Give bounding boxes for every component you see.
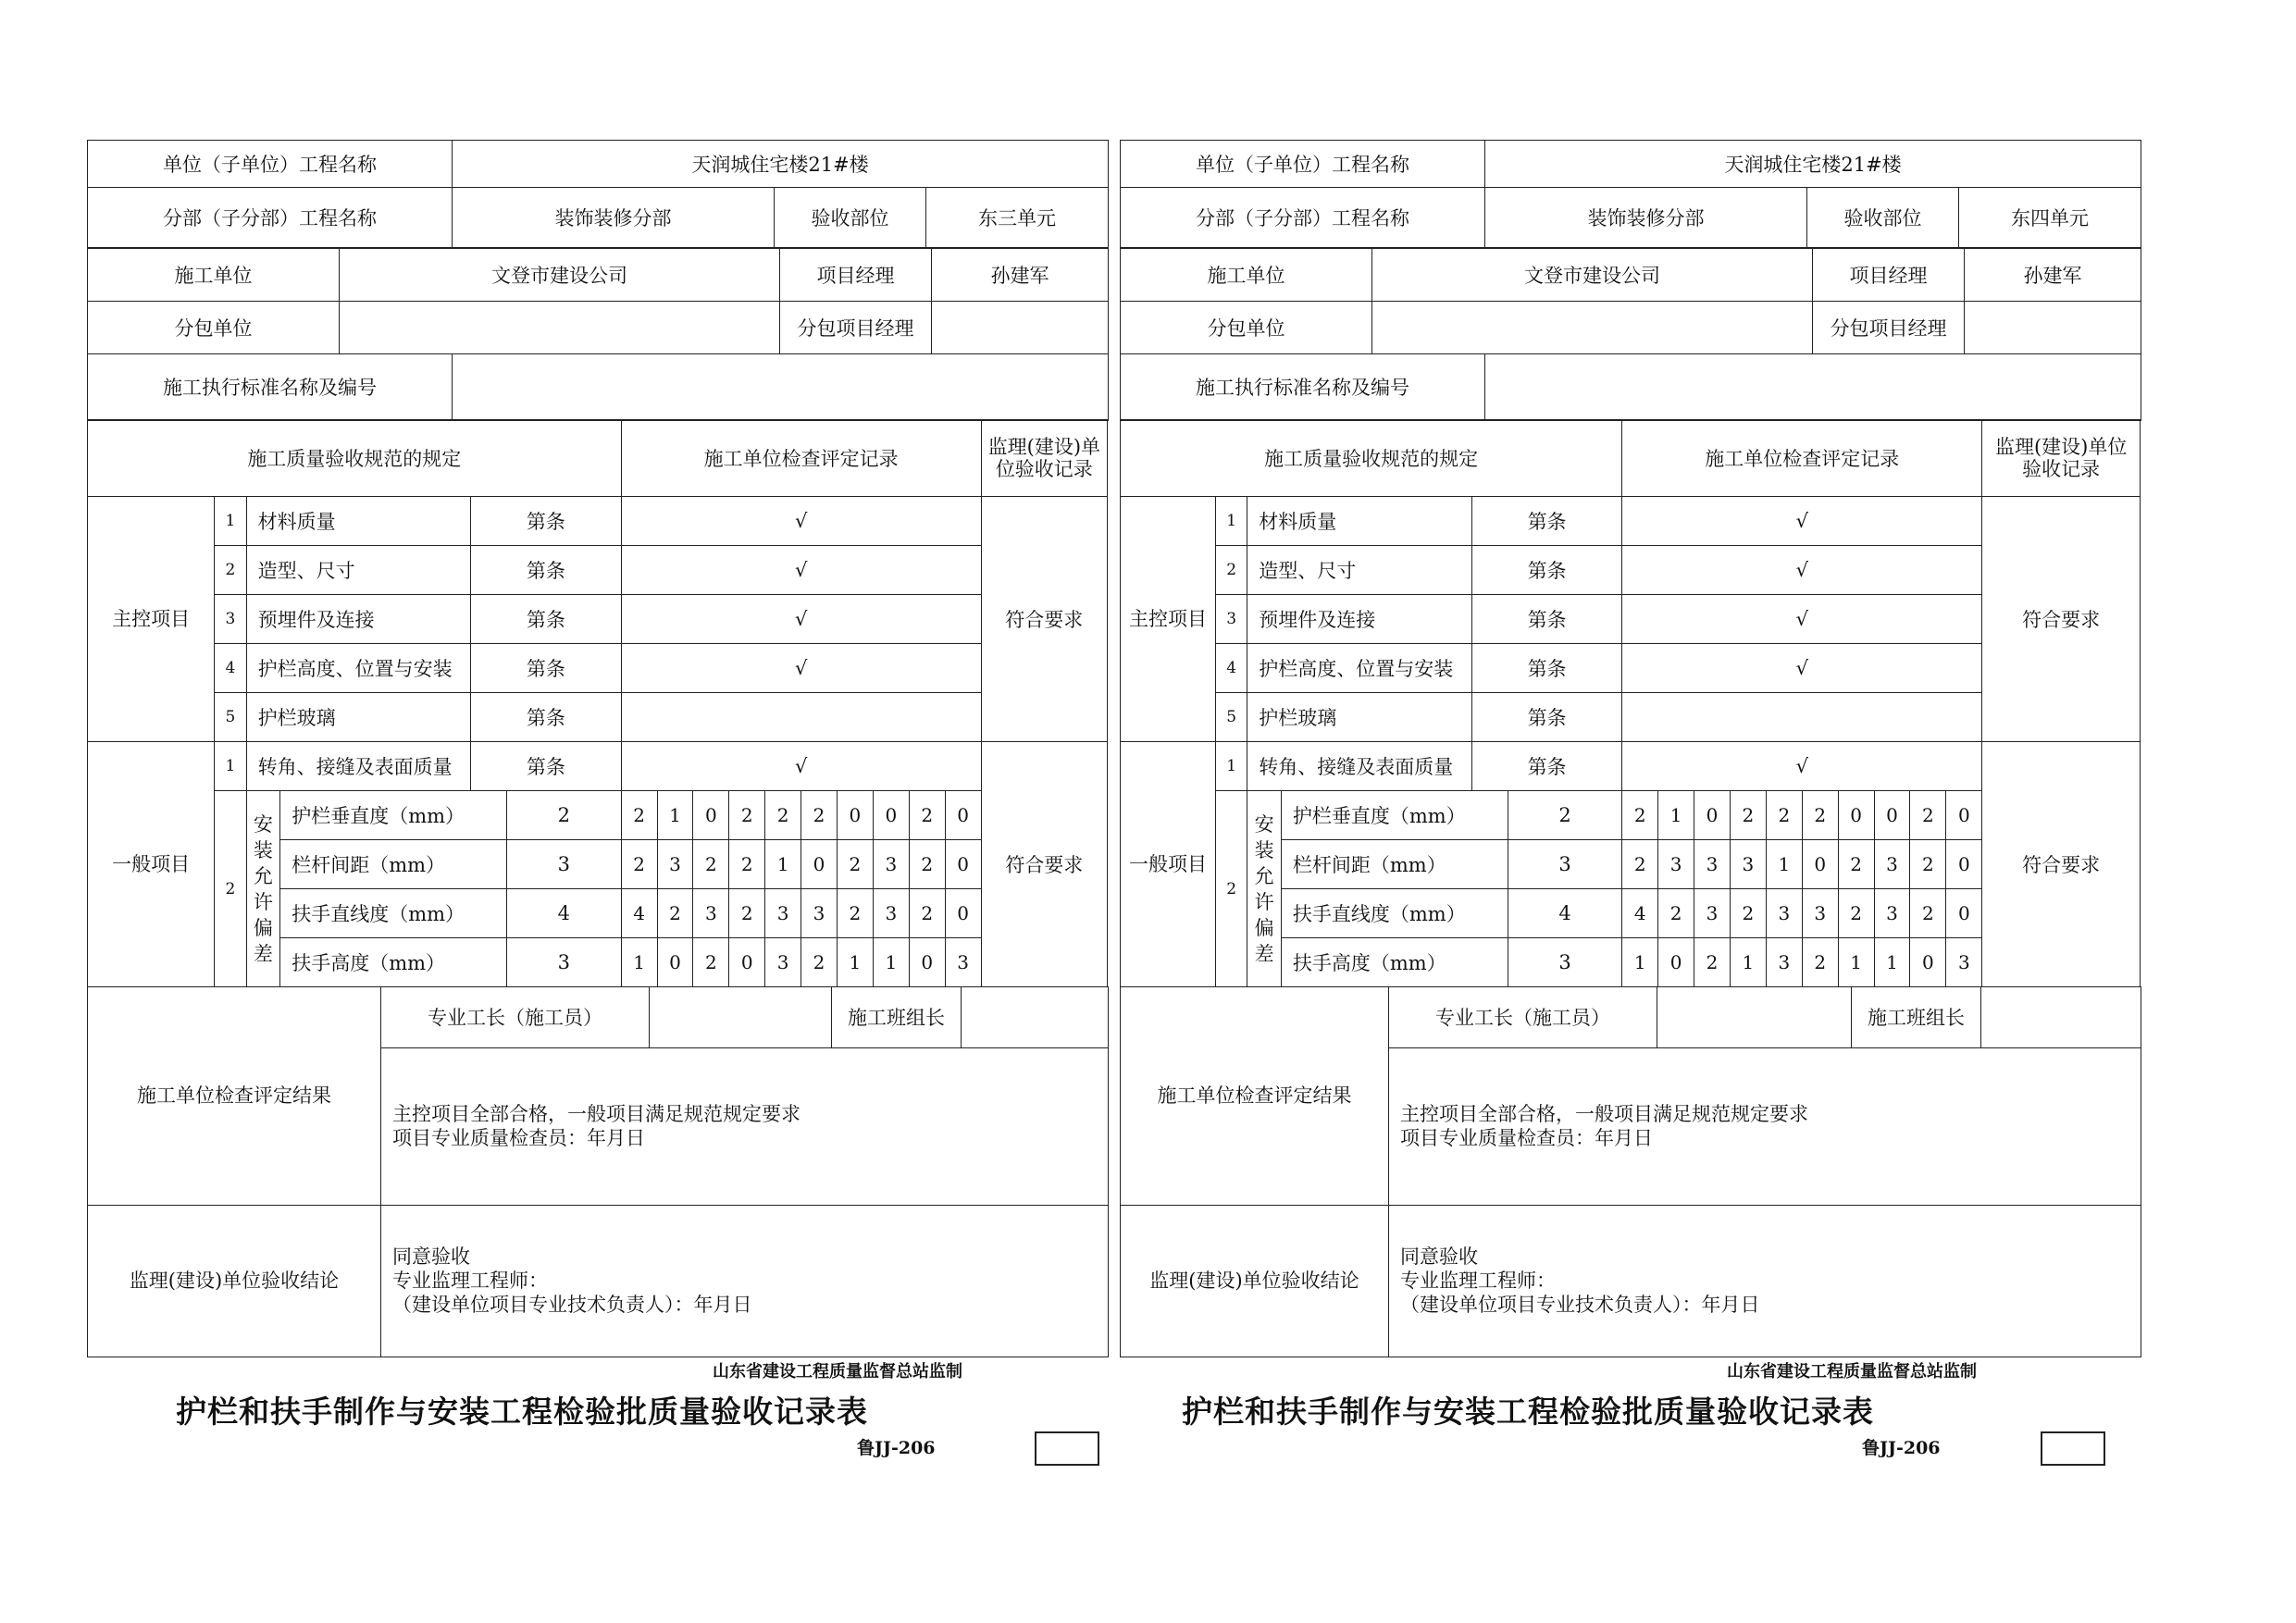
inspection-part-value: 东三单元	[926, 187, 1109, 248]
supervision-label: 监理(建设)单位验收结论	[88, 1205, 381, 1357]
item-clause: 第条	[471, 644, 621, 693]
sub-project-label: 分部（子分部）工程名称	[1121, 187, 1485, 248]
tolerance-name: 扶手直线度（mm）	[1281, 889, 1508, 938]
measure-value: 1	[657, 791, 693, 840]
sub-pm-label: 分包项目经理	[1813, 302, 1965, 354]
measure-value: 3	[1730, 840, 1766, 889]
item-clause: 第条	[1471, 595, 1621, 644]
measure-value: 3	[1694, 840, 1731, 889]
supervision-line: （建设单位项目专业技术负责人）：年月日	[392, 1294, 752, 1316]
tolerance-allow: 2	[1508, 791, 1622, 840]
item-name: 预埋件及连接	[246, 595, 471, 644]
item-check: √	[1622, 546, 1982, 595]
measure-value: 1	[837, 938, 873, 987]
subcontractor-label: 分包单位	[1121, 302, 1372, 354]
contractor-label: 施工单位	[1121, 248, 1372, 302]
form-header-table	[1120, 140, 2141, 188]
check-result-content	[1389, 1047, 2141, 1205]
measure-value: 2	[765, 791, 801, 840]
results-table	[1120, 986, 2141, 1357]
contractor-label: 施工单位	[88, 248, 340, 302]
item-name: 护栏玻璃	[1247, 693, 1472, 742]
measure-value: 0	[873, 791, 909, 840]
measure-value: 3	[1694, 889, 1731, 938]
sub-pm-value	[932, 302, 1109, 354]
measure-value: 0	[1838, 791, 1874, 840]
measure-value: 2	[693, 938, 729, 987]
measure-value: 2	[1838, 840, 1874, 889]
main-result: 符合要求	[1982, 497, 2141, 742]
supervision-content	[381, 1205, 1109, 1357]
contractor-value: 文登市建设公司	[1372, 248, 1813, 302]
measure-value: 1	[1838, 938, 1874, 987]
measure-value: 2	[1910, 791, 1946, 840]
footer-org-right: 山东省建设工程质量监督总站监制	[1727, 1362, 1977, 1381]
main-result: 符合要求	[981, 497, 1107, 742]
item-no: 3	[1215, 595, 1247, 644]
item-check: √	[1622, 595, 1982, 644]
col-spec-header: 施工质量验收规范的规定	[1121, 420, 1622, 497]
item-check: √	[1622, 497, 1982, 546]
standard-label: 施工执行标准名称及编号	[1121, 353, 1485, 420]
item-clause: 第条	[471, 546, 621, 595]
measure-value: 0	[1946, 889, 1982, 938]
item-no: 1	[1215, 742, 1247, 791]
measure-value: 0	[1910, 938, 1946, 987]
measure-value: 0	[729, 938, 765, 987]
item-clause: 第条	[1471, 546, 1621, 595]
item-no: 4	[215, 644, 246, 693]
measure-value: 2	[693, 840, 729, 889]
measure-value: 3	[1946, 938, 1982, 987]
measure-value: 3	[693, 889, 729, 938]
col-spec-header: 施工质量验收规范的规定	[88, 420, 622, 497]
item-name: 造型、尺寸	[246, 546, 471, 595]
measure-value: 3	[1874, 889, 1910, 938]
project-manager-value: 孙建军	[932, 248, 1109, 302]
form-header-table-4	[87, 353, 1109, 421]
item-name: 护栏高度、位置与安装	[1247, 644, 1472, 693]
footer-code-left: 鲁JJ-206	[857, 1438, 936, 1458]
measure-value: 3	[765, 938, 801, 987]
tolerance-name: 扶手直线度（mm）	[280, 889, 507, 938]
measure-value: 2	[909, 791, 945, 840]
measure-value: 0	[1946, 840, 1982, 889]
footer-title-left: 护栏和扶手制作与安装工程检验批质量验收记录表	[176, 1394, 868, 1430]
item-name: 转角、接缝及表面质量	[246, 742, 471, 791]
item-no: 5	[1215, 693, 1247, 742]
measure-value: 0	[1658, 938, 1694, 987]
supervision-line: 同意验收	[392, 1245, 470, 1268]
form-header-table-3	[1120, 247, 2141, 354]
item-clause: 第条	[1471, 497, 1621, 546]
measure-value: 3	[801, 889, 838, 938]
inspection-form-left	[87, 140, 1108, 1357]
check-result-content	[381, 1047, 1109, 1205]
measure-value: 2	[1838, 889, 1874, 938]
measure-value: 2	[909, 840, 945, 889]
form-header-table	[87, 140, 1109, 188]
item-name: 护栏高度、位置与安装	[246, 644, 471, 693]
item-clause: 第条	[471, 742, 621, 791]
team-leader-label: 施工班组长	[832, 986, 962, 1047]
measure-value: 0	[1802, 840, 1838, 889]
measure-value: 2	[1658, 889, 1694, 938]
tolerance-name: 栏杆间距（mm）	[1281, 840, 1508, 889]
tolerance-row	[88, 791, 1108, 840]
item-no: 5	[215, 693, 246, 742]
measure-value: 2	[1802, 938, 1838, 987]
tolerance-name: 护栏垂直度（mm）	[1281, 791, 1508, 840]
measure-value: 0	[945, 791, 981, 840]
col-check-header: 施工单位检查评定记录	[621, 420, 981, 497]
sub-project-value: 装饰装修分部	[453, 187, 775, 248]
measure-value: 2	[621, 840, 657, 889]
check-result-label: 施工单位检查评定结果	[88, 986, 381, 1205]
measure-value: 3	[873, 840, 909, 889]
tolerance-allow: 2	[507, 791, 622, 840]
measure-value: 1	[1766, 840, 1802, 889]
col-supervision-header: 监理(建设)单位验收记录	[1982, 420, 2141, 497]
supervision-line: 专业监理工程师：	[392, 1270, 548, 1292]
form-header-table-2	[1120, 187, 2141, 249]
item-no: 4	[1215, 644, 1247, 693]
form-header-table-4	[1120, 353, 2141, 421]
item-name: 材料质量	[246, 497, 471, 546]
measure-value: 2	[1910, 889, 1946, 938]
project-name-label: 单位（子单位）工程名称	[1121, 141, 1485, 188]
measure-value: 2	[1730, 889, 1766, 938]
team-leader-value	[962, 986, 1109, 1047]
subcontractor-label: 分包单位	[88, 302, 340, 354]
measure-value: 0	[945, 889, 981, 938]
item-clause: 第条	[471, 595, 621, 644]
measure-value: 0	[945, 840, 981, 889]
col-check-header: 施工单位检查评定记录	[1622, 420, 1982, 497]
item-no: 1	[1215, 497, 1247, 546]
measure-value: 1	[765, 840, 801, 889]
foreman-label: 专业工长（施工员）	[381, 986, 650, 1047]
measure-value: 1	[873, 938, 909, 987]
item-check: √	[621, 497, 981, 546]
item-name: 预埋件及连接	[1247, 595, 1472, 644]
measure-value: 0	[1874, 791, 1910, 840]
measure-value: 4	[621, 889, 657, 938]
item-check: √	[1622, 742, 1982, 791]
item-no: 1	[215, 497, 246, 546]
general-result: 符合要求	[1982, 742, 2141, 987]
inspection-part-label: 验收部位	[775, 187, 926, 248]
item-no: 2	[1215, 546, 1247, 595]
measure-value: 0	[801, 840, 838, 889]
measure-value: 2	[837, 889, 873, 938]
project-manager-value: 孙建军	[1965, 248, 2141, 302]
measure-value: 3	[945, 938, 981, 987]
tolerance-no: 2	[1215, 791, 1247, 987]
item-no: 3	[215, 595, 246, 644]
item-check	[621, 693, 981, 742]
footer-title-right: 护栏和扶手制作与安装工程检验批质量验收记录表	[1182, 1394, 1874, 1430]
tolerance-name: 扶手高度（mm）	[1281, 938, 1508, 987]
general-group-label: 一般项目	[1121, 742, 1216, 987]
measure-value: 2	[801, 791, 838, 840]
item-check: √	[1622, 644, 1982, 693]
item-clause: 第条	[1471, 742, 1621, 791]
col-supervision-header: 监理(建设)单位验收记录	[981, 420, 1107, 497]
item-check	[1622, 693, 1982, 742]
item-clause: 第条	[471, 497, 621, 546]
tolerance-label: 安装允许偏差	[246, 791, 280, 987]
inspection-items-table	[1120, 419, 2141, 987]
measure-value: 4	[1622, 889, 1658, 938]
measure-value: 2	[837, 840, 873, 889]
general-group-label: 一般项目	[88, 742, 215, 987]
measure-value: 1	[1730, 938, 1766, 987]
measure-value: 2	[729, 791, 765, 840]
measure-value: 2	[1622, 791, 1658, 840]
measure-value: 3	[1766, 938, 1802, 987]
project-name-value: 天润城住宅楼21#楼	[1485, 141, 2141, 188]
foreman-value	[650, 986, 832, 1047]
inspection-part-value: 东四单元	[1959, 187, 2141, 248]
project-name-label: 单位（子单位）工程名称	[88, 141, 453, 188]
item-check: √	[621, 595, 981, 644]
foreman-value	[1657, 986, 1852, 1047]
measure-value: 2	[909, 889, 945, 938]
standard-value	[453, 353, 1109, 420]
project-manager-label: 项目经理	[1813, 248, 1965, 302]
tolerance-allow: 3	[1508, 840, 1622, 889]
footer-org-left: 山东省建设工程质量监督总站监制	[713, 1362, 962, 1381]
team-leader-value	[1981, 986, 2141, 1047]
item-check: √	[621, 644, 981, 693]
sub-project-value: 装饰装修分部	[1485, 187, 1807, 248]
measure-value: 1	[621, 938, 657, 987]
tolerance-allow: 3	[507, 938, 622, 987]
sub-pm-value	[1965, 302, 2141, 354]
footer-code-right: 鲁JJ-206	[1862, 1438, 1941, 1458]
tolerance-name: 护栏垂直度（mm）	[280, 791, 507, 840]
measure-value: 0	[837, 791, 873, 840]
measure-value: 2	[1622, 840, 1658, 889]
measure-value: 2	[729, 840, 765, 889]
main-group-label: 主控项目	[88, 497, 215, 742]
measure-value: 1	[1622, 938, 1658, 987]
sub-project-label: 分部（子分部）工程名称	[88, 187, 453, 248]
tolerance-label: 安装允许偏差	[1247, 791, 1282, 987]
measure-value: 2	[621, 791, 657, 840]
tolerance-name: 栏杆间距（mm）	[280, 840, 507, 889]
foreman-label: 专业工长（施工员）	[1389, 986, 1657, 1047]
measure-value: 3	[1658, 840, 1694, 889]
measure-value: 2	[657, 889, 693, 938]
standard-label: 施工执行标准名称及编号	[88, 353, 453, 420]
inspection-part-label: 验收部位	[1807, 187, 1959, 248]
measure-value: 1	[1874, 938, 1910, 987]
tolerance-allow: 3	[1508, 938, 1622, 987]
tolerance-no: 2	[215, 791, 246, 987]
measure-value: 0	[1946, 791, 1982, 840]
main-group-label: 主控项目	[1121, 497, 1216, 742]
measure-value: 3	[1766, 889, 1802, 938]
item-name: 造型、尺寸	[1247, 546, 1472, 595]
measure-value: 0	[909, 938, 945, 987]
item-name: 转角、接缝及表面质量	[1247, 742, 1472, 791]
subcontractor-value	[1372, 302, 1813, 354]
footer-page-box-right	[2041, 1431, 2105, 1466]
results-table	[87, 986, 1109, 1357]
supervision-label: 监理(建设)单位验收结论	[1121, 1205, 1389, 1357]
form-header-table-2	[87, 187, 1109, 249]
item-check: √	[621, 546, 981, 595]
general-result: 符合要求	[981, 742, 1107, 987]
measure-value: 2	[729, 889, 765, 938]
measure-value: 2	[1694, 938, 1731, 987]
check-result-line: 项目专业质量检查员：年月日	[1400, 1127, 1653, 1149]
measure-value: 2	[1766, 791, 1802, 840]
footer-page-box-left	[1035, 1431, 1099, 1466]
item-name: 材料质量	[1247, 497, 1472, 546]
item-clause: 第条	[1471, 644, 1621, 693]
measure-value: 3	[1802, 889, 1838, 938]
item-no: 1	[215, 742, 246, 791]
measure-value: 3	[765, 889, 801, 938]
contractor-value: 文登市建设公司	[340, 248, 780, 302]
subcontractor-value	[340, 302, 780, 354]
measure-value: 3	[657, 840, 693, 889]
item-clause: 第条	[1471, 693, 1621, 742]
tolerance-allow: 4	[1508, 889, 1622, 938]
tolerance-name: 扶手高度（mm）	[280, 938, 507, 987]
measure-value: 0	[1694, 791, 1731, 840]
measure-value: 0	[693, 791, 729, 840]
supervision-line: 同意验收	[1400, 1245, 1478, 1268]
measure-value: 2	[1910, 840, 1946, 889]
check-result-line: 主控项目全部合格，一般项目满足规范规定要求	[392, 1103, 800, 1125]
item-check: √	[621, 742, 981, 791]
sub-pm-label: 分包项目经理	[780, 302, 932, 354]
tolerance-allow: 4	[507, 889, 622, 938]
measure-value: 1	[1658, 791, 1694, 840]
inspection-items-table	[87, 419, 1108, 987]
supervision-content	[1389, 1205, 2141, 1357]
standard-value	[1485, 353, 2141, 420]
check-result-line: 主控项目全部合格，一般项目满足规范规定要求	[1400, 1103, 1808, 1125]
item-no: 2	[215, 546, 246, 595]
team-leader-label: 施工班组长	[1852, 986, 1981, 1047]
item-clause: 第条	[471, 693, 621, 742]
measure-value: 2	[1802, 791, 1838, 840]
item-name: 护栏玻璃	[246, 693, 471, 742]
supervision-line: （建设单位项目专业技术负责人）：年月日	[1400, 1294, 1760, 1316]
supervision-line: 专业监理工程师：	[1400, 1270, 1556, 1292]
measure-value: 2	[1730, 791, 1766, 840]
form-header-table-3	[87, 247, 1109, 354]
inspection-form-right	[1120, 140, 2141, 1357]
measure-value: 3	[1874, 840, 1910, 889]
project-name-value: 天润城住宅楼21#楼	[453, 141, 1109, 188]
measure-value: 2	[801, 938, 838, 987]
check-result-label: 施工单位检查评定结果	[1121, 986, 1389, 1205]
check-result-line: 项目专业质量检查员：年月日	[392, 1127, 645, 1149]
measure-value: 0	[657, 938, 693, 987]
measure-value: 3	[873, 889, 909, 938]
tolerance-allow: 3	[507, 840, 622, 889]
project-manager-label: 项目经理	[780, 248, 932, 302]
